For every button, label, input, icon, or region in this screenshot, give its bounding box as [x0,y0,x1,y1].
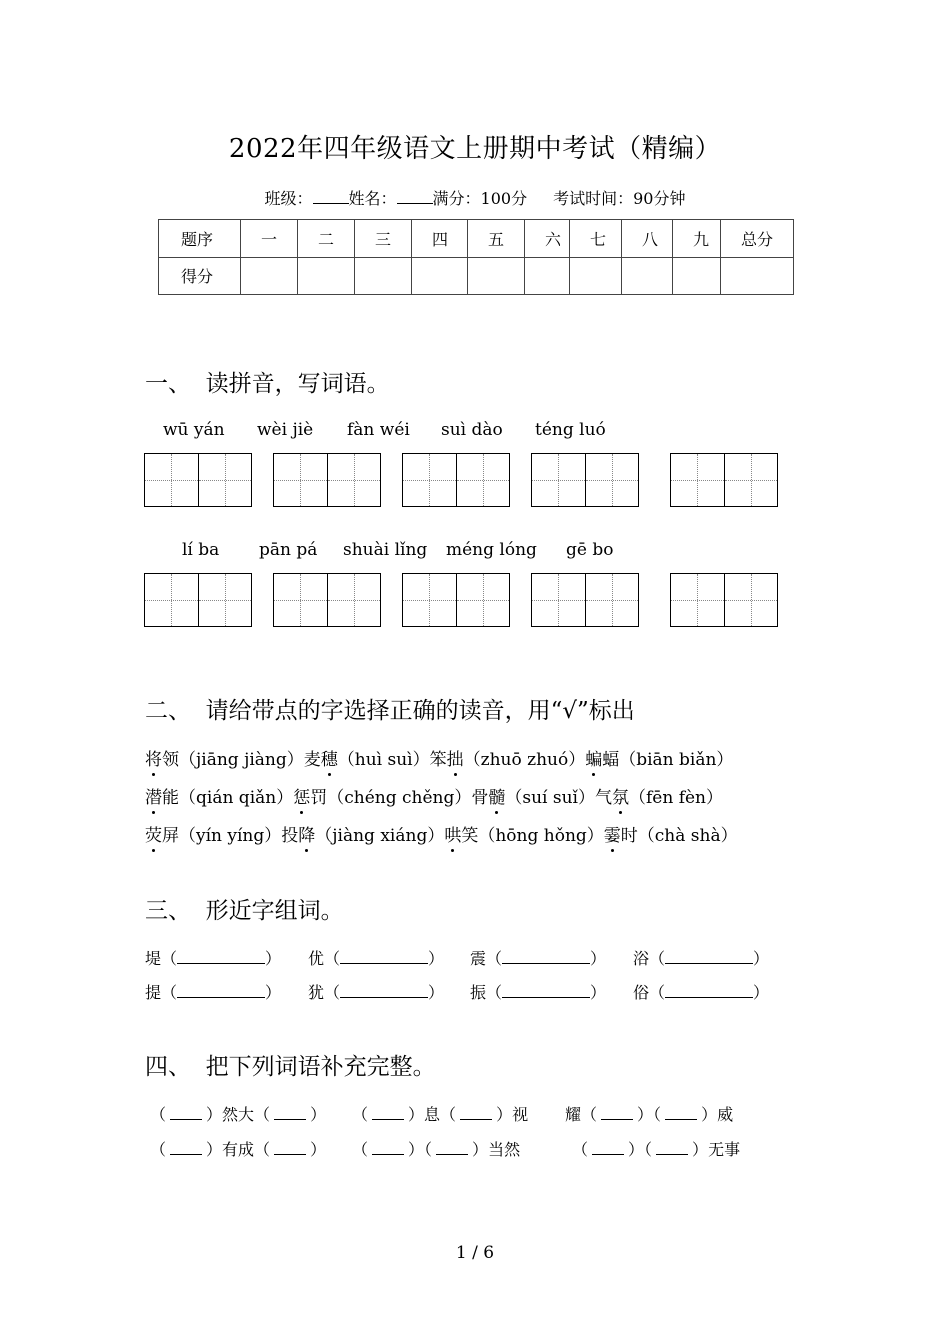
writing-grid[interactable] [144,573,252,627]
writing-grid[interactable] [402,573,510,627]
score-entry-cell[interactable] [673,257,721,295]
score-entry-cell[interactable] [525,257,570,295]
word-blank-item[interactable]: 浴（ ） [633,949,770,968]
table-cell: 一 [241,220,298,258]
table-cell: 题序 [159,220,241,258]
section-1-title: 一、 读拼音，写词语。 [145,371,390,397]
score-entry-cell[interactable] [298,257,355,295]
reading-item[interactable]: 气氛（fēn fèn） [595,788,723,808]
writing-grid[interactable] [273,453,381,507]
writing-grid[interactable] [531,453,639,507]
exam-info [0,186,950,209]
idiom-blank-item[interactable]: （ ）（ ）无事 [572,1140,741,1159]
section-2-title: 二、 请给带点的字选择正确的读音，用“√”标出 [145,698,635,724]
reading-item[interactable]: 笨拙（zhuō zhuó） [430,750,586,770]
writing-grid[interactable] [670,453,778,507]
table-cell: 总分 [721,220,794,258]
score-entry-cell[interactable] [570,257,622,295]
page-number: 1 / 6 [455,1243,495,1263]
reading-item[interactable]: 将领（jiāng jiàng） [145,750,304,770]
section-4-title: 四、 把下列词语补充完整。 [145,1054,436,1080]
table-cell: 九 [673,220,721,258]
writing-grid[interactable] [273,573,381,627]
writing-grid[interactable] [144,453,252,507]
reading-line [145,821,738,846]
table-cell: 六 [525,220,570,258]
pinyin-label: wèi jiè [257,420,314,440]
score-entry-cell[interactable] [355,257,412,295]
reading-item[interactable]: 霎时（chà shà） [604,826,738,846]
word-blank-item[interactable]: 堤（ ） [145,949,282,968]
score-entry-cell[interactable] [412,257,468,295]
table-cell: 四 [412,220,468,258]
table-cell: 八 [622,220,673,258]
section-3-title: 三、 形近字组词。 [145,898,344,924]
score-table-score-row [159,257,794,295]
reading-item[interactable]: 投降（jiàng xiáng） [281,826,444,846]
idiom-blank-item[interactable]: （ ）息（ ）视 [352,1105,529,1124]
score-entry-cell[interactable] [622,257,673,295]
idiom-blank-item[interactable]: 耀（ ）（ ）威 [565,1105,734,1124]
word-blank-item[interactable]: 振（ ） [470,983,607,1002]
pinyin-label: téng luó [535,420,606,440]
page-title: 2022年四年级语文上册期中考试（精编） [228,134,722,164]
name-label: 姓名： [348,189,397,208]
class-blank[interactable] [313,189,349,204]
word-blank-item[interactable]: 优（ ） [308,949,445,968]
pinyin-label: fàn wéi [347,420,410,440]
pinyin-label: méng lóng [446,540,537,560]
reading-item[interactable]: 麦穗（huì suì） [304,750,430,770]
pinyin-label: pān pá [259,540,318,560]
idiom-blank-item[interactable]: （ ）有成（ ） [150,1140,327,1159]
reading-line [145,745,733,770]
reading-item[interactable]: 哄笑（hōng hǒng） [444,826,603,846]
reading-line [145,783,723,808]
reading-item[interactable]: 骨髓（suí suǐ） [471,788,595,808]
score-entry-cell[interactable] [468,257,525,295]
table-cell: 得分 [159,257,241,295]
table-cell: 五 [468,220,525,258]
table-cell: 三 [355,220,412,258]
name-blank[interactable] [397,189,433,204]
reading-item[interactable]: 蝙蝠（biān biǎn） [585,750,733,770]
pinyin-label: lí ba [182,540,220,560]
score-entry-cell[interactable] [241,257,298,295]
reading-item[interactable]: 潜能（qián qiǎn） [145,788,293,808]
word-blank-item[interactable]: 震（ ） [470,949,607,968]
word-blank-item[interactable]: 提（ ） [145,983,282,1002]
writing-grid[interactable] [531,573,639,627]
score-table-header-row [159,220,794,258]
time-label: 考试时间：90分钟 [553,189,686,208]
pinyin-label: wū yán [163,420,225,440]
pinyin-label: shuài lǐng [343,540,428,560]
reading-item[interactable]: 惩罚（chéng chěng） [293,788,471,808]
score-entry-cell[interactable] [721,257,794,295]
writing-grid[interactable] [402,453,510,507]
pinyin-label: suì dào [441,420,503,440]
table-cell: 七 [570,220,622,258]
score-table [158,219,794,295]
pinyin-label: gē bo [566,540,614,560]
idiom-blank-item[interactable]: （ ）然大（ ） [150,1105,327,1124]
writing-grid[interactable] [670,573,778,627]
idiom-blank-item[interactable]: （ ）（ ）当然 [352,1140,521,1159]
reading-item[interactable]: 荧屏（yín yíng） [145,826,281,846]
table-cell: 二 [298,220,355,258]
score-label: 满分：100分 [432,189,528,208]
word-blank-item[interactable]: 俗（ ） [633,983,770,1002]
class-label: 班级： [264,189,313,208]
word-blank-item[interactable]: 犹（ ） [308,983,445,1002]
